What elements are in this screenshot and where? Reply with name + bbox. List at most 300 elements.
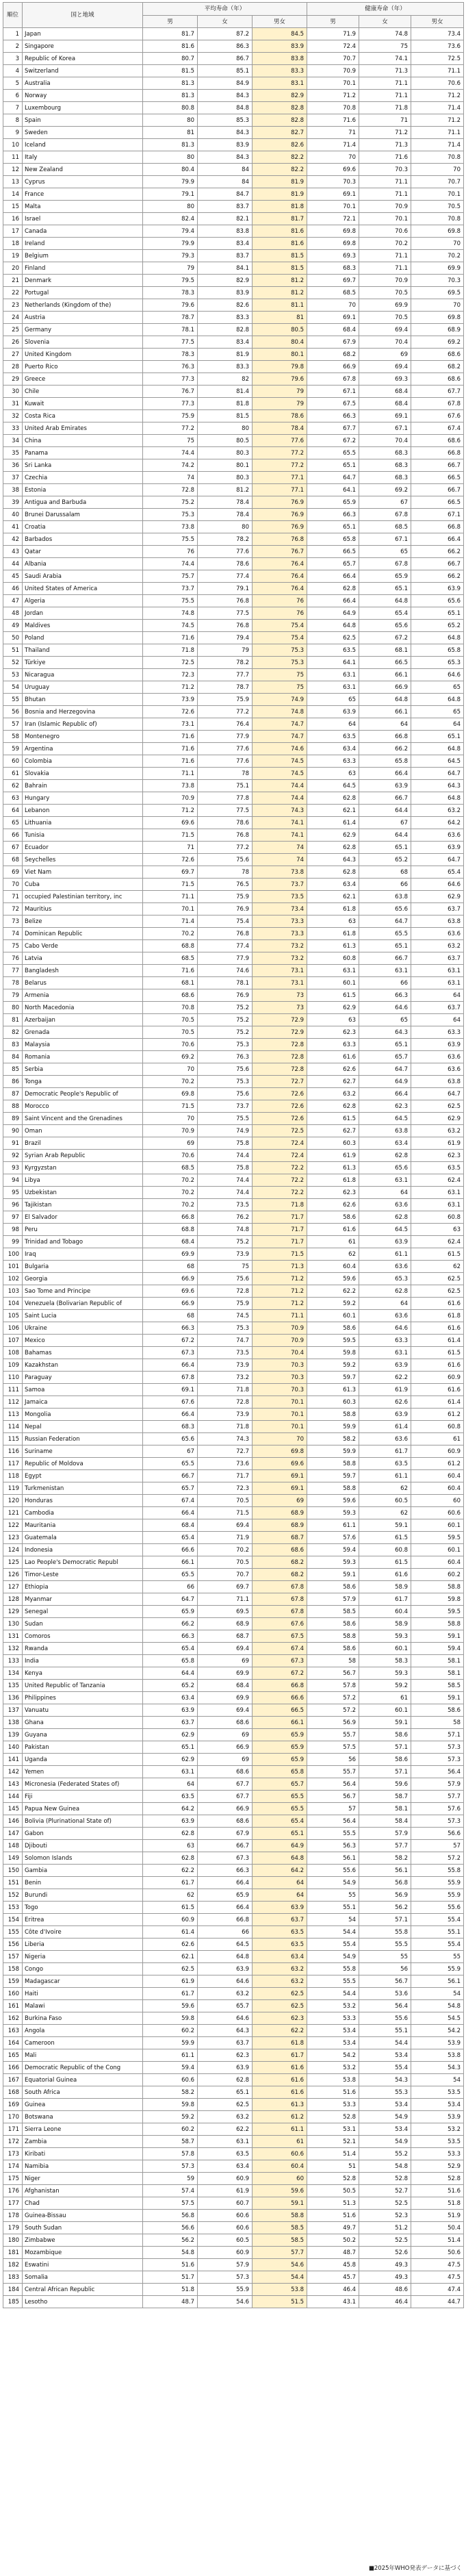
le-female-cell: 71.9 bbox=[198, 1532, 253, 1544]
hle-female-cell: 54.9 bbox=[359, 2136, 411, 2148]
table-row bbox=[3, 2086, 464, 2099]
hle-female-cell: 58.1 bbox=[359, 1803, 411, 1815]
rank-cell: 14 bbox=[3, 188, 23, 201]
le-both-cell: 71.2 bbox=[253, 1273, 307, 1285]
hle-both-cell: 66.8 bbox=[411, 521, 464, 533]
hle-male-cell: 53.2 bbox=[307, 2000, 359, 2012]
hle-both-cell: 60.8 bbox=[411, 1211, 464, 1224]
hle-both-cell: 56.1 bbox=[411, 1975, 464, 1988]
hle-female-cell: 69.1 bbox=[359, 410, 411, 422]
le-female-cell: 63.5 bbox=[198, 2148, 253, 2160]
country-cell: Argentina bbox=[23, 743, 143, 755]
rank-cell: 3 bbox=[3, 53, 23, 65]
le-female-cell: 66.8 bbox=[198, 1914, 253, 1926]
hle-female-cell: 53.4 bbox=[359, 2123, 411, 2136]
le-both-cell: 75.4 bbox=[253, 620, 307, 632]
hle-both-cell: 70.2 bbox=[411, 250, 464, 262]
hle-male-cell: 49.7 bbox=[307, 2222, 359, 2234]
hle-female-cell: 55.2 bbox=[359, 2148, 411, 2160]
country-cell: Bahamas bbox=[23, 1347, 143, 1359]
le-male-cell: 66.1 bbox=[143, 1556, 198, 1569]
hle-male-cell: 62.8 bbox=[307, 866, 359, 879]
hle-male-cell: 55.8 bbox=[307, 1963, 359, 1975]
le-both-cell: 62.5 bbox=[253, 1988, 307, 2000]
hle-female-cell: 63.3 bbox=[359, 1335, 411, 1347]
hle-female-cell: 63.9 bbox=[359, 1236, 411, 1248]
le-male-cell: 75.3 bbox=[143, 509, 198, 521]
le-male-cell: 68.4 bbox=[143, 1236, 198, 1248]
table-row bbox=[3, 2160, 464, 2173]
country-cell: Estonia bbox=[23, 484, 143, 496]
le-both-cell: 78.6 bbox=[253, 410, 307, 422]
table-row bbox=[3, 780, 464, 792]
hle-both-cell: 59.4 bbox=[411, 1643, 464, 1655]
hle-male-cell: 43.1 bbox=[307, 2296, 359, 2308]
country-cell: Austria bbox=[23, 312, 143, 324]
hle-female-cell: 61.5 bbox=[359, 1556, 411, 1569]
hle-male-cell: 71.2 bbox=[307, 90, 359, 102]
rank-cell: 164 bbox=[3, 2037, 23, 2049]
hle-both-cell: 65.3 bbox=[411, 657, 464, 669]
rank-cell: 119 bbox=[3, 1482, 23, 1495]
le-female-cell: 64.6 bbox=[198, 1975, 253, 1988]
table-row bbox=[3, 2234, 464, 2247]
le-both-cell: 66.8 bbox=[253, 1680, 307, 1692]
rank-cell: 69 bbox=[3, 866, 23, 879]
table-row bbox=[3, 2197, 464, 2210]
hle-female-cell: 58.4 bbox=[359, 1815, 411, 1828]
le-both-cell: 70.9 bbox=[253, 1335, 307, 1347]
hle-male-cell: 66.4 bbox=[307, 570, 359, 583]
le-male-cell: 71.2 bbox=[143, 681, 198, 694]
hle-female-cell: 68.3 bbox=[359, 459, 411, 472]
rank-cell: 185 bbox=[3, 2296, 23, 2308]
rank-cell: 171 bbox=[3, 2123, 23, 2136]
hle-male-cell: 59.2 bbox=[307, 1298, 359, 1310]
hle-female-cell: 71.1 bbox=[359, 250, 411, 262]
hle-male-cell: 62.8 bbox=[307, 792, 359, 805]
rank-cell: 129 bbox=[3, 1606, 23, 1618]
rank-cell: 149 bbox=[3, 1852, 23, 1865]
le-female-cell: 68.6 bbox=[198, 1766, 253, 1778]
le-female-cell: 67.3 bbox=[198, 1852, 253, 1865]
rank-cell: 131 bbox=[3, 1630, 23, 1643]
country-cell: Zambia bbox=[23, 2136, 143, 2148]
le-male-cell: 51.7 bbox=[143, 2271, 198, 2284]
le-female-cell: 77.5 bbox=[198, 805, 253, 817]
hle-female-cell: 64 bbox=[359, 1187, 411, 1199]
le-both-cell: 64.9 bbox=[253, 1840, 307, 1852]
hle-female-cell: 48.6 bbox=[359, 2284, 411, 2296]
le-male-cell: 67.6 bbox=[143, 1396, 198, 1409]
le-both-cell: 73.7 bbox=[253, 879, 307, 891]
table-row bbox=[3, 669, 464, 681]
le-both-cell: 71.2 bbox=[253, 1298, 307, 1310]
le-male-cell: 73.9 bbox=[143, 694, 198, 706]
country-cell: Micronesia (Federated States of) bbox=[23, 1778, 143, 1791]
le-male-cell: 68.1 bbox=[143, 977, 198, 989]
hle-female-cell: 52.6 bbox=[359, 2247, 411, 2259]
rank-cell: 148 bbox=[3, 1840, 23, 1852]
table-row bbox=[3, 829, 464, 842]
hle-both-cell: 63.8 bbox=[411, 1076, 464, 1088]
le-male-cell: 59 bbox=[143, 2173, 198, 2185]
le-female-cell: 77.7 bbox=[198, 669, 253, 681]
le-both-cell: 82.8 bbox=[253, 114, 307, 127]
le-female-cell: 78.1 bbox=[198, 977, 253, 989]
le-male-cell: 81.7 bbox=[143, 28, 198, 40]
table-row bbox=[3, 952, 464, 965]
hle-male-cell: 58.6 bbox=[307, 1643, 359, 1655]
le-both-cell: 79 bbox=[253, 398, 307, 410]
hle-male-cell: 60.1 bbox=[307, 977, 359, 989]
hle-female-cell: 57.7 bbox=[359, 1840, 411, 1852]
country-cell: Yemen bbox=[23, 1766, 143, 1778]
hle-both-cell: 55.4 bbox=[411, 1939, 464, 1951]
le-both-cell: 61.8 bbox=[253, 2037, 307, 2049]
hle-both-cell: 63.9 bbox=[411, 583, 464, 595]
rank-cell: 158 bbox=[3, 1963, 23, 1975]
le-male-cell: 51.6 bbox=[143, 2259, 198, 2271]
le-female-cell: 69.5 bbox=[198, 1606, 253, 1618]
rank-cell: 61 bbox=[3, 768, 23, 780]
rank-cell: 133 bbox=[3, 1655, 23, 1667]
le-male-cell: 69.6 bbox=[143, 817, 198, 829]
hle-female-cell: 70.6 bbox=[359, 225, 411, 238]
country-cell: Germany bbox=[23, 324, 143, 336]
le-male-cell: 66.3 bbox=[143, 1630, 198, 1643]
hle-male-cell: 59.1 bbox=[307, 1569, 359, 1581]
le-female-cell: 84.8 bbox=[198, 102, 253, 114]
le-both-cell: 65.5 bbox=[253, 1803, 307, 1815]
hle-both-cell: 67.6 bbox=[411, 410, 464, 422]
hle-female-cell: 70.5 bbox=[359, 287, 411, 299]
rank-cell: 180 bbox=[3, 2234, 23, 2247]
hle-male-cell: 59.6 bbox=[307, 1273, 359, 1285]
le-male-cell: 64.4 bbox=[143, 1667, 198, 1680]
hle-female-cell: 71.1 bbox=[359, 77, 411, 90]
hle-female-cell: 63.1 bbox=[359, 1174, 411, 1187]
le-both-header: 男女 bbox=[253, 16, 307, 28]
hle-both-cell: 70.5 bbox=[411, 201, 464, 213]
hle-female-cell: 67.8 bbox=[359, 558, 411, 570]
table-row bbox=[3, 2284, 464, 2296]
hle-both-cell: 67.1 bbox=[411, 509, 464, 521]
country-cell: Syrian Arab Republic bbox=[23, 1150, 143, 1162]
hle-female-cell: 61.1 bbox=[359, 1470, 411, 1482]
hle-both-cell: 71.4 bbox=[411, 102, 464, 114]
rank-cell: 12 bbox=[3, 164, 23, 176]
table-row bbox=[3, 1063, 464, 1076]
table-row bbox=[3, 595, 464, 607]
country-cell: Iceland bbox=[23, 139, 143, 151]
rank-cell: 134 bbox=[3, 1667, 23, 1680]
le-male-cell: 65.2 bbox=[143, 1680, 198, 1692]
le-female-cell: 85.1 bbox=[198, 65, 253, 77]
le-male-cell: 67 bbox=[143, 1445, 198, 1458]
rank-cell: 163 bbox=[3, 2025, 23, 2037]
hle-male-cell: 70.1 bbox=[307, 77, 359, 90]
hle-both-cell: 57.7 bbox=[411, 1791, 464, 1803]
country-cell: South Sudan bbox=[23, 2222, 143, 2234]
hle-both-cell: 63.6 bbox=[411, 928, 464, 940]
hle-male-cell: 50.2 bbox=[307, 2234, 359, 2247]
rank-cell: 6 bbox=[3, 90, 23, 102]
hle-female-cell: 59.6 bbox=[359, 1778, 411, 1791]
le-male-cell: 73.8 bbox=[143, 780, 198, 792]
hle-both-cell: 59.1 bbox=[411, 1692, 464, 1704]
hle-female-cell: 68.3 bbox=[359, 447, 411, 459]
rank-cell: 182 bbox=[3, 2259, 23, 2271]
rank-cell: 65 bbox=[3, 817, 23, 829]
rank-cell: 173 bbox=[3, 2148, 23, 2160]
rank-cell: 63 bbox=[3, 792, 23, 805]
country-cell: Gabon bbox=[23, 1828, 143, 1840]
country-cell: Kyrgyzstan bbox=[23, 1162, 143, 1174]
hle-male-cell: 59.8 bbox=[307, 1347, 359, 1359]
hle-male-cell: 55.4 bbox=[307, 1939, 359, 1951]
table-row bbox=[3, 1791, 464, 1803]
table-row bbox=[3, 2247, 464, 2259]
rank-cell: 76 bbox=[3, 952, 23, 965]
le-male-cell: 77.5 bbox=[143, 336, 198, 349]
country-cell: Libya bbox=[23, 1174, 143, 1187]
le-male-cell: 79.5 bbox=[143, 275, 198, 287]
table-row bbox=[3, 706, 464, 718]
hle-male-cell: 53.4 bbox=[307, 2025, 359, 2037]
table-row bbox=[3, 225, 464, 238]
le-male-cell: 68.4 bbox=[143, 1519, 198, 1532]
hle-male-cell: 63.4 bbox=[307, 879, 359, 891]
hle-both-cell: 60.9 bbox=[411, 1372, 464, 1384]
country-cell: Rwanda bbox=[23, 1643, 143, 1655]
table-row bbox=[3, 1544, 464, 1556]
hle-male-cell: 54.4 bbox=[307, 1988, 359, 2000]
rank-cell: 53 bbox=[3, 669, 23, 681]
le-both-cell: 81.6 bbox=[253, 238, 307, 250]
hle-male-cell: 57.8 bbox=[307, 1680, 359, 1692]
hle-female-cell: 60.8 bbox=[359, 1544, 411, 1556]
country-cell: Ecuador bbox=[23, 842, 143, 854]
rank-cell: 178 bbox=[3, 2210, 23, 2222]
hle-female-cell: 68.4 bbox=[359, 398, 411, 410]
le-female-cell: 60.5 bbox=[198, 2234, 253, 2247]
table-row bbox=[3, 903, 464, 916]
le-male-cell: 70.5 bbox=[143, 1014, 198, 1026]
le-female-cell: 63.9 bbox=[198, 2062, 253, 2074]
country-cell: Antigua and Barbuda bbox=[23, 496, 143, 509]
hle-both-cell: 57.3 bbox=[411, 1754, 464, 1766]
hle-male-cell: 63 bbox=[307, 1014, 359, 1026]
table-row bbox=[3, 435, 464, 447]
country-cell: Lebanon bbox=[23, 805, 143, 817]
le-male-cell: 65.6 bbox=[143, 1433, 198, 1445]
hle-male-cell: 55.7 bbox=[307, 1729, 359, 1741]
hle-male-cell: 51 bbox=[307, 2160, 359, 2173]
le-female-cell: 54.6 bbox=[198, 2296, 253, 2308]
le-both-cell: 58.5 bbox=[253, 2222, 307, 2234]
rank-cell: 44 bbox=[3, 558, 23, 570]
le-male-cell: 66.8 bbox=[143, 1211, 198, 1224]
hle-male-cell: 50.5 bbox=[307, 2185, 359, 2197]
le-both-cell: 72.6 bbox=[253, 1113, 307, 1125]
table-row bbox=[3, 250, 464, 262]
le-both-cell: 84.5 bbox=[253, 28, 307, 40]
hle-female-cell: 59.2 bbox=[359, 1680, 411, 1692]
rank-cell: 141 bbox=[3, 1754, 23, 1766]
le-both-cell: 74.1 bbox=[253, 829, 307, 842]
country-cell: Qatar bbox=[23, 546, 143, 558]
hle-both-cell: 68.6 bbox=[411, 349, 464, 361]
le-both-cell: 69 bbox=[253, 1495, 307, 1507]
hle-male-cell: 56.3 bbox=[307, 1840, 359, 1852]
le-both-cell: 69.1 bbox=[253, 1470, 307, 1482]
le-female-cell: 75.9 bbox=[198, 694, 253, 706]
le-both-cell: 70.3 bbox=[253, 1372, 307, 1384]
le-male-cell: 61.9 bbox=[143, 1975, 198, 1988]
hle-female-cell: 61.6 bbox=[359, 1569, 411, 1581]
country-cell: Papua New Guinea bbox=[23, 1803, 143, 1815]
table-row bbox=[3, 459, 464, 472]
le-female-cell: 83.8 bbox=[198, 225, 253, 238]
rank-cell: 99 bbox=[3, 1236, 23, 1248]
rank-cell: 107 bbox=[3, 1335, 23, 1347]
hle-female-cell: 70.9 bbox=[359, 201, 411, 213]
hle-female-cell: 66.2 bbox=[359, 743, 411, 755]
country-cell: Solomon Islands bbox=[23, 1852, 143, 1865]
table-row bbox=[3, 1396, 464, 1409]
hle-male-cell: 59.7 bbox=[307, 1372, 359, 1384]
hle-both-cell: 59.8 bbox=[411, 1593, 464, 1606]
table-row bbox=[3, 1556, 464, 1569]
hle-female-cell: 61 bbox=[359, 1692, 411, 1704]
table-row bbox=[3, 1137, 464, 1150]
le-male-cell: 65.1 bbox=[143, 1741, 198, 1754]
table-row bbox=[3, 1569, 464, 1581]
rank-cell: 56 bbox=[3, 706, 23, 718]
table-row bbox=[3, 1630, 464, 1643]
table-row bbox=[3, 151, 464, 164]
table-row bbox=[3, 1815, 464, 1828]
le-female-cell: 76.5 bbox=[198, 879, 253, 891]
table-row bbox=[3, 521, 464, 533]
rank-cell: 108 bbox=[3, 1347, 23, 1359]
hle-both-cell: 64.7 bbox=[411, 1088, 464, 1100]
le-male-cell: 59.2 bbox=[143, 2111, 198, 2123]
le-female-cell: 84 bbox=[198, 164, 253, 176]
rank-cell: 98 bbox=[3, 1224, 23, 1236]
country-cell: United States of America bbox=[23, 583, 143, 595]
hle-male-cell: 56.4 bbox=[307, 1778, 359, 1791]
country-cell: Maldives bbox=[23, 620, 143, 632]
hle-female-cell: 64.6 bbox=[359, 1322, 411, 1335]
le-male-cell: 60.2 bbox=[143, 2025, 198, 2037]
le-both-cell: 75 bbox=[253, 681, 307, 694]
hle-male-cell: 72.1 bbox=[307, 213, 359, 225]
le-female-cell: 64.3 bbox=[198, 2025, 253, 2037]
rank-cell: 160 bbox=[3, 1988, 23, 2000]
le-female-cell: 73.9 bbox=[198, 1359, 253, 1372]
le-female-cell: 86.7 bbox=[198, 53, 253, 65]
le-male-cell: 75.9 bbox=[143, 410, 198, 422]
hle-both-cell: 68.6 bbox=[411, 435, 464, 447]
le-male-cell: 67.3 bbox=[143, 1347, 198, 1359]
le-both-cell: 76.8 bbox=[253, 533, 307, 546]
hle-both-cell: 63.2 bbox=[411, 1125, 464, 1137]
le-male-cell: 75 bbox=[143, 435, 198, 447]
hle-female-cell: 65.1 bbox=[359, 842, 411, 854]
hle-both-cell: 68.9 bbox=[411, 324, 464, 336]
hle-both-cell: 71.1 bbox=[411, 127, 464, 139]
le-female-cell: 80.3 bbox=[198, 447, 253, 459]
le-both-cell: 61.1 bbox=[253, 2123, 307, 2136]
table-row bbox=[3, 546, 464, 558]
country-cell: Philippines bbox=[23, 1692, 143, 1704]
hle-both-cell: 64 bbox=[411, 989, 464, 1002]
table-row bbox=[3, 1729, 464, 1741]
rank-cell: 91 bbox=[3, 1137, 23, 1150]
country-cell: Chile bbox=[23, 386, 143, 398]
country-cell: Peru bbox=[23, 1224, 143, 1236]
hle-both-cell: 51.6 bbox=[411, 2185, 464, 2197]
hle-both-cell: 67.4 bbox=[411, 422, 464, 435]
table-row bbox=[3, 854, 464, 866]
le-both-cell: 65.9 bbox=[253, 1754, 307, 1766]
hle-female-cell: 68.3 bbox=[359, 472, 411, 484]
hle-male-cell: 69.8 bbox=[307, 238, 359, 250]
le-female-cell: 82.1 bbox=[198, 213, 253, 225]
country-cell: Saudi Arabia bbox=[23, 570, 143, 583]
le-female-cell: 80.5 bbox=[198, 435, 253, 447]
le-both-cell: 72.8 bbox=[253, 1051, 307, 1063]
hle-male-cell: 67.9 bbox=[307, 336, 359, 349]
table-row bbox=[3, 77, 464, 90]
le-female-cell: 75.6 bbox=[198, 854, 253, 866]
le-female-cell: 66.7 bbox=[198, 1840, 253, 1852]
le-male-cell: 68.8 bbox=[143, 940, 198, 952]
le-both-cell: 63.7 bbox=[253, 1914, 307, 1926]
country-cell: Hungary bbox=[23, 792, 143, 805]
country-cell: Kiribati bbox=[23, 2148, 143, 2160]
hle-male-cell: 64.8 bbox=[307, 620, 359, 632]
country-cell: Belarus bbox=[23, 977, 143, 989]
hle-both-cell: 59.1 bbox=[411, 1630, 464, 1643]
hle-both-cell: 63.9 bbox=[411, 842, 464, 854]
rank-cell: 138 bbox=[3, 1717, 23, 1729]
rank-cell: 175 bbox=[3, 2173, 23, 2185]
le-both-cell: 76.7 bbox=[253, 546, 307, 558]
le-both-cell: 79.8 bbox=[253, 361, 307, 373]
hle-both-cell: 61.4 bbox=[411, 1396, 464, 1409]
hle-female-cell: 66.7 bbox=[359, 952, 411, 965]
le-female-cell: 70.2 bbox=[198, 1544, 253, 1556]
le-both-cell: 77.2 bbox=[253, 459, 307, 472]
le-both-cell: 74.3 bbox=[253, 805, 307, 817]
hle-both-cell: 69.8 bbox=[411, 312, 464, 324]
rank-cell: 13 bbox=[3, 176, 23, 188]
hle-female-cell: 63.8 bbox=[359, 891, 411, 903]
hle-both-cell: 65.6 bbox=[411, 595, 464, 607]
le-female-cell: 83.4 bbox=[198, 238, 253, 250]
rank-cell: 26 bbox=[3, 336, 23, 349]
country-cell: Pakistan bbox=[23, 1741, 143, 1754]
le-female-cell: 76.2 bbox=[198, 1211, 253, 1224]
le-female-cell: 68.9 bbox=[198, 1618, 253, 1630]
table-row bbox=[3, 349, 464, 361]
le-male-cell: 72.3 bbox=[143, 669, 198, 681]
le-both-cell: 76.9 bbox=[253, 521, 307, 533]
le-both-cell: 72.4 bbox=[253, 1150, 307, 1162]
